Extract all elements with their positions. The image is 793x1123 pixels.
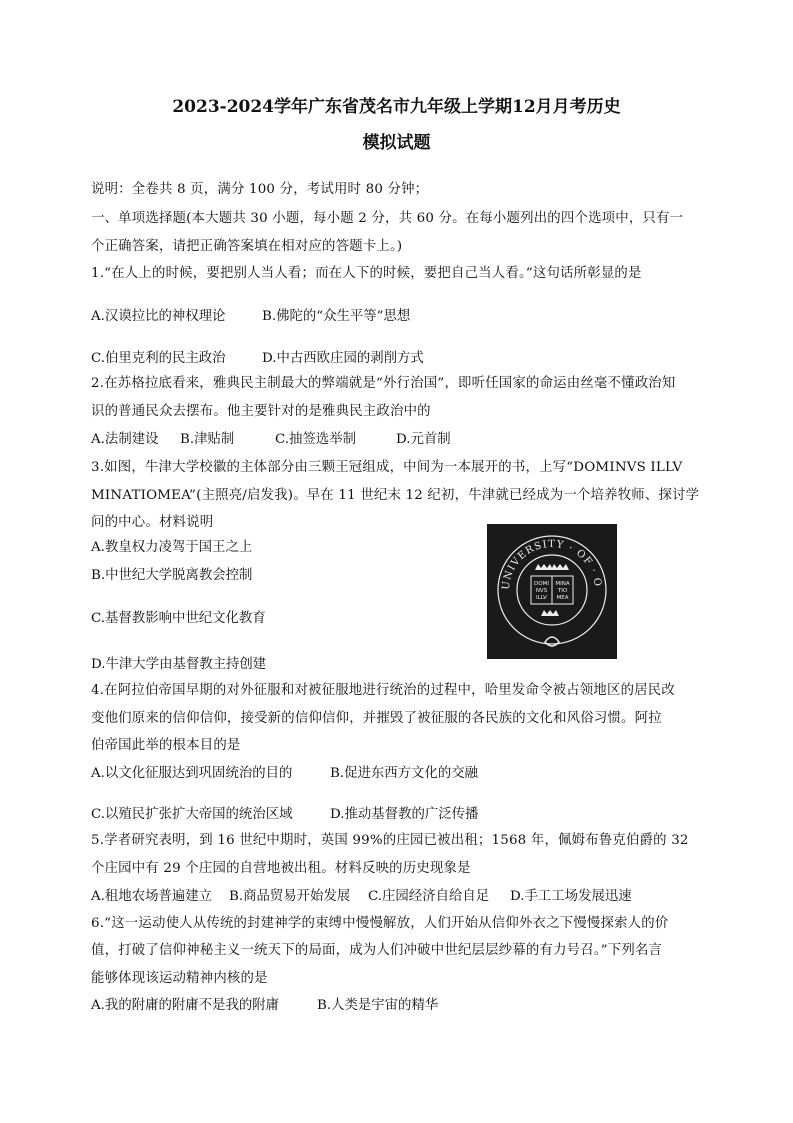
q1-option-a: A.汉谟拉比的神权理论 xyxy=(91,309,226,324)
seal-motto-text: UNIVERSITY · OF · O xyxy=(500,538,604,591)
q5-option-c: C.庄园经济自给自足 xyxy=(368,889,490,904)
q6-option-a: A.我的附庸的附庸不是我的附庸 xyxy=(91,998,280,1013)
q1-option-c: C.伯里克利的民主政治 xyxy=(91,351,226,366)
q3-option-b: B.中世纪大学脱离教会控制 xyxy=(91,568,253,583)
question-6-stem: 能够体现该运动精神内核的是 xyxy=(91,971,268,986)
q6-option-b: B.人类是宇宙的精华 xyxy=(317,998,439,1013)
book-left-text: NVS xyxy=(535,588,548,594)
q2-option-b: B.津贴制 xyxy=(180,432,235,447)
q5-option-b: B.商品贸易开始发展 xyxy=(229,889,351,904)
question-3-stem: 问的中心。材料说明 xyxy=(91,515,214,530)
instructions-line: 说明：全卷共 8 页，满分 100 分，考试用时 80 分钟； xyxy=(91,182,429,197)
q3-option-a: A.教皇权力凌驾于国王之上 xyxy=(91,540,253,555)
question-4-stem: 4.在阿拉伯帝国早期的对外征服和对被征服地进行统治的过程中，哈里发命令被占领地区的居民改 xyxy=(91,683,675,698)
q1-option-d: D.中古西欧庄园的剥削方式 xyxy=(262,351,424,366)
q3-option-d: D.牛津大学由基督教主持创建 xyxy=(91,657,267,672)
q2-option-c: C.抽签选举制 xyxy=(275,432,356,447)
question-2-stem: 2.在苏格拉底看来，雅典民主制最大的弊端就是“外行治国”，即听任国家的命运由丝毫不懂政治知 xyxy=(91,376,676,391)
question-5-stem: 个庄园中有 29 个庄园的自营地被出租。材料反映的历史现象是 xyxy=(91,861,471,876)
q4-option-c: C.以殖民扩张扩大帝国的统治区域 xyxy=(91,807,293,822)
oxford-seal-icon xyxy=(487,524,617,659)
question-4-stem: 伯帝国此举的根本目的是 xyxy=(91,738,241,753)
question-2-stem: 识的普通民众去摆布。他主要针对的是雅典民主政治中的 xyxy=(91,404,431,419)
question-3-stem: MINATIOMEA”(主照亮/启发我)。早在 11 世纪末 12 纪初，牛津就已经成为一个培养牧师、探讨学 xyxy=(91,488,700,503)
question-3-stem: 3.如图，牛津大学校徽的主体部分由三颗王冠组成，中间为一本展开的书，上写“DOMINVS ILLV xyxy=(91,460,683,475)
book-left-text: ILLV xyxy=(536,595,547,601)
book-left-text: DOMI xyxy=(534,581,549,587)
question-4-stem: 变他们原来的信仰信仰，接受新的信仰信仰，并摧毁了被征服的各民族的文化和风俗习惯。阿拉 xyxy=(91,711,662,726)
q2-option-d: D.元首制 xyxy=(396,432,451,447)
q2-option-a: A.法制建设 xyxy=(91,432,159,447)
q4-option-a: A.以文化征服达到巩固统治的目的 xyxy=(91,766,293,781)
q1-option-b: B.佛陀的“众生平等”思想 xyxy=(262,309,411,324)
q4-option-d: D.推动基督教的广泛传播 xyxy=(330,807,479,822)
q4-option-b: B.促进东西方文化的交融 xyxy=(330,766,479,781)
exam-title-line1: 2023-2024学年广东省茂名市九年级上学期12月月考历史 xyxy=(172,97,621,117)
instructions-line: 个正确答案，请把正确答案填在相对应的答题卡上。) xyxy=(91,239,403,254)
book-right-text: MEA xyxy=(556,595,569,601)
q5-option-d: D.手工工场发展迅速 xyxy=(510,889,632,904)
book-right-text: MINA xyxy=(555,581,570,587)
question-6-stem: 值，打破了信仰神秘主义一统天下的局面，成为人们冲破中世纪层层纱幕的有力号召。”下列名言 xyxy=(91,943,663,958)
exam-title-line2: 模拟试题 xyxy=(362,133,431,153)
instructions-line: 一、单项选择题(本大题共 30 小题，每小题 2 分，共 60 分。在每小题列出的四个选项中，只有一 xyxy=(91,211,684,226)
question-5-stem: 5.学者研究表明，到 16 世纪中期时，英国 99%的庄园已被出租；1568 年，佩姆布鲁克伯爵的 32 xyxy=(91,833,689,848)
book-right-text: TIO xyxy=(557,588,568,594)
oxford-university-seal-image xyxy=(487,524,617,659)
question-6-stem: 6.“这一运动使人从传统的封建神学的束缚中慢慢解放，人们开始从信仰外衣之下慢慢探索人的价 xyxy=(91,916,669,931)
question-1-stem: 1.“在人上的时候，要把别人当人看；而在人下的时候，要把自己当人看。”这句话所彰显的是 xyxy=(91,266,642,281)
q3-option-c: C.基督教影响中世纪文化教育 xyxy=(91,611,266,626)
q5-option-a: A.租地农场普遍建立 xyxy=(91,889,213,904)
